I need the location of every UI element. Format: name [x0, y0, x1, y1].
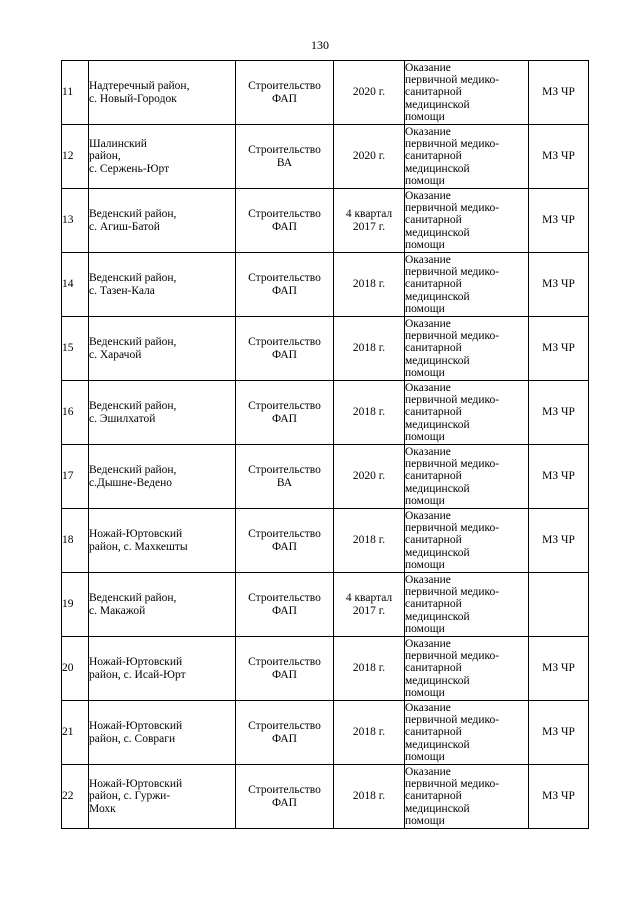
date-cell-text: 2020 г. — [352, 150, 386, 163]
table-row — [62, 701, 589, 765]
action-cell-text: Строительство ФАП — [248, 272, 321, 297]
row-number: 19 — [62, 573, 89, 637]
action-cell-text: Строительство ФАП — [248, 336, 321, 361]
responsible-cell: МЗ ЧР — [529, 61, 589, 125]
table-row — [62, 125, 589, 189]
row-number: 18 — [62, 509, 89, 573]
table-body — [62, 61, 589, 829]
date-cell — [334, 125, 405, 189]
purpose-cell — [405, 445, 529, 509]
location-cell-text: Веденский район, с. Макажой — [89, 592, 177, 617]
purpose-cell-text: Оказание первичной медико- санитарной медицинской помощи — [405, 125, 500, 187]
date-cell — [334, 765, 405, 829]
responsible-cell: МЗ ЧР — [529, 445, 589, 509]
purpose-cell — [405, 317, 529, 381]
action-cell — [236, 317, 334, 381]
date-cell-text: 2018 г. — [352, 278, 386, 291]
location-cell-text: Ножай-Юртовский район, с. Исай-Юрт — [89, 656, 186, 681]
purpose-cell-text: Оказание первичной медико- санитарной медицинской помощи — [405, 509, 500, 571]
row-number: 21 — [62, 701, 89, 765]
row-number: 11 — [62, 61, 89, 125]
location-cell-text: Веденский район, с. Агиш-Батой — [89, 208, 177, 233]
purpose-cell-text: Оказание первичной медико- санитарной медицинской помощи — [405, 637, 500, 699]
table-row — [62, 61, 589, 125]
date-cell-text: 2018 г. — [352, 342, 386, 355]
responsible-cell: МЗ ЧР — [529, 189, 589, 253]
table-row — [62, 637, 589, 701]
responsible-cell: МЗ ЧР — [529, 637, 589, 701]
row-number: 16 — [62, 381, 89, 445]
location-cell — [89, 445, 236, 509]
purpose-cell-text: Оказание первичной медико- санитарной медицинской помощи — [405, 573, 500, 635]
date-cell — [334, 445, 405, 509]
action-cell-text: Строительство ВА — [248, 144, 321, 169]
action-cell-text: Строительство ФАП — [248, 400, 321, 425]
action-cell-text: Строительство ВА — [248, 464, 321, 489]
location-cell-text: Веденский район, с.Дышне-Ведено — [89, 464, 177, 489]
action-cell — [236, 253, 334, 317]
purpose-cell-text: Оказание первичной медико- санитарной медицинской помощи — [405, 381, 500, 443]
location-cell-text: Ножай-Юртовский район, с. Махкешты — [89, 528, 188, 553]
table-row — [62, 317, 589, 381]
purpose-cell-text: Оказание первичной медико- санитарной медицинской помощи — [405, 765, 500, 827]
location-cell — [89, 701, 236, 765]
location-cell — [89, 637, 236, 701]
purpose-cell-text: Оказание первичной медико- санитарной медицинской помощи — [405, 61, 500, 123]
purpose-cell-text: Оказание первичной медико- санитарной медицинской помощи — [405, 317, 500, 379]
purpose-cell-text: Оказание первичной медико- санитарной медицинской помощи — [405, 253, 500, 315]
date-cell — [334, 637, 405, 701]
responsible-cell: МЗ ЧР — [529, 125, 589, 189]
date-cell-text: 2018 г. — [352, 662, 386, 675]
date-cell — [334, 253, 405, 317]
location-cell — [89, 381, 236, 445]
location-cell — [89, 61, 236, 125]
date-cell-text: 4 квартал 2017 г. — [345, 592, 393, 617]
purpose-cell — [405, 765, 529, 829]
date-cell — [334, 317, 405, 381]
date-cell-text: 2018 г. — [352, 406, 386, 419]
row-number: 13 — [62, 189, 89, 253]
purpose-cell-text: Оказание первичной медико- санитарной медицинской помощи — [405, 701, 500, 763]
date-cell-text: 2018 г. — [352, 790, 386, 803]
date-cell-text: 2018 г. — [352, 534, 386, 547]
location-cell-text: Надтеречный район, с. Новый-Городок — [89, 80, 190, 105]
date-cell — [334, 61, 405, 125]
responsible-cell: МЗ ЧР — [529, 765, 589, 829]
location-cell — [89, 317, 236, 381]
row-number: 22 — [62, 765, 89, 829]
row-number: 12 — [62, 125, 89, 189]
action-cell — [236, 765, 334, 829]
responsible-cell — [529, 573, 589, 637]
action-cell — [236, 381, 334, 445]
location-cell — [89, 253, 236, 317]
row-number: 20 — [62, 637, 89, 701]
date-cell — [334, 381, 405, 445]
purpose-cell-text: Оказание первичной медико- санитарной медицинской помощи — [405, 445, 500, 507]
action-cell-text: Строительство ФАП — [248, 656, 321, 681]
responsible-cell: МЗ ЧР — [529, 509, 589, 573]
action-cell-text: Строительство ФАП — [248, 528, 321, 553]
location-cell-text: Ножай-Юртовский район, с. Совраги — [89, 720, 183, 745]
row-number: 15 — [62, 317, 89, 381]
date-cell — [334, 573, 405, 637]
action-cell — [236, 61, 334, 125]
purpose-cell — [405, 125, 529, 189]
location-cell-text: Веденский район, с. Тазен-Кала — [89, 272, 177, 297]
location-cell-text: Веденский район, с. Эшилхатой — [89, 400, 177, 425]
action-cell-text: Строительство ФАП — [248, 720, 321, 745]
table-row — [62, 253, 589, 317]
purpose-cell-text: Оказание первичной медико- санитарной медицинской помощи — [405, 189, 500, 251]
responsible-cell: МЗ ЧР — [529, 701, 589, 765]
facilities-table — [61, 60, 589, 829]
row-number: 17 — [62, 445, 89, 509]
table-row — [62, 445, 589, 509]
purpose-cell — [405, 381, 529, 445]
action-cell-text: Строительство ФАП — [248, 784, 321, 809]
date-cell — [334, 701, 405, 765]
table-row — [62, 765, 589, 829]
table-row — [62, 381, 589, 445]
action-cell — [236, 125, 334, 189]
table-row — [62, 573, 589, 637]
purpose-cell — [405, 189, 529, 253]
location-cell-text: Шалинский район, с. Сержень-Юрт — [89, 137, 170, 175]
date-cell-text: 2018 г. — [352, 726, 386, 739]
purpose-cell — [405, 253, 529, 317]
purpose-cell — [405, 637, 529, 701]
date-cell-text: 2020 г. — [352, 470, 386, 483]
date-cell — [334, 509, 405, 573]
action-cell — [236, 445, 334, 509]
responsible-cell: МЗ ЧР — [529, 317, 589, 381]
purpose-cell — [405, 573, 529, 637]
location-cell — [89, 125, 236, 189]
action-cell-text: Строительство ФАП — [248, 80, 321, 105]
action-cell — [236, 701, 334, 765]
location-cell — [89, 765, 236, 829]
location-cell — [89, 573, 236, 637]
table-row — [62, 509, 589, 573]
responsible-cell: МЗ ЧР — [529, 381, 589, 445]
table-row — [62, 189, 589, 253]
purpose-cell — [405, 61, 529, 125]
location-cell-text: Веденский район, с. Харачой — [89, 336, 177, 361]
date-cell — [334, 189, 405, 253]
action-cell-text: Строительство ФАП — [248, 208, 321, 233]
location-cell-text: Ножай-Юртовский район, с. Гуржи- Мохк — [89, 777, 183, 815]
row-number: 14 — [62, 253, 89, 317]
responsible-cell: МЗ ЧР — [529, 253, 589, 317]
date-cell-text: 2020 г. — [352, 86, 386, 99]
action-cell-text: Строительство ФАП — [248, 592, 321, 617]
page-number: 130 — [311, 38, 329, 52]
purpose-cell — [405, 701, 529, 765]
action-cell — [236, 509, 334, 573]
date-cell-text: 4 квартал 2017 г. — [345, 208, 393, 233]
action-cell — [236, 573, 334, 637]
purpose-cell — [405, 509, 529, 573]
location-cell — [89, 189, 236, 253]
action-cell — [236, 637, 334, 701]
location-cell — [89, 509, 236, 573]
action-cell — [236, 189, 334, 253]
